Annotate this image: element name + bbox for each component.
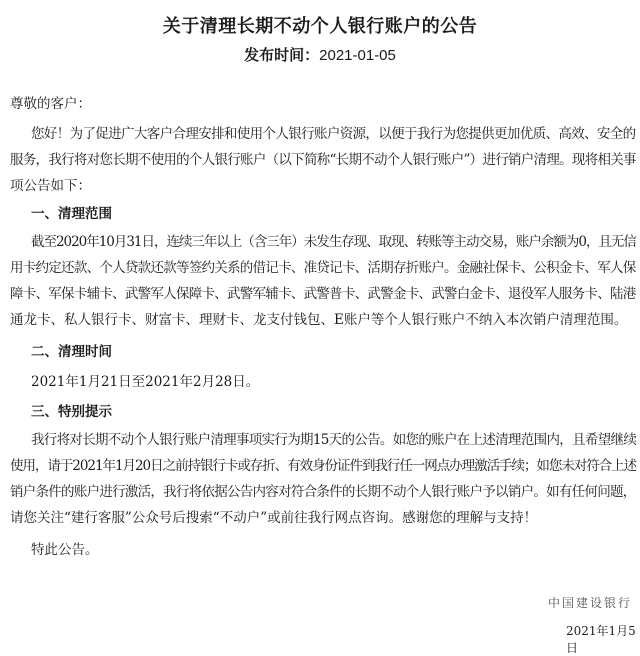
section3-line: 请您关注“建行客服”公众号后搜索“不动户”或前往我行网点咨询。感谢您的理解与支持！ [10,510,538,526]
intro-line: 您好！为了促进广大客户合理安排和使用个人银行账户资源，以便于我行为您提供更加优质、高效、安全的 [31,126,636,142]
section3-line: 销户条件的账户进行激活，我行将依据公告内容对符合条件的长期不动个人银行账户予以销户。如有任何问题， [10,484,636,500]
publish-date-value: 2021-01-05 [319,47,396,64]
signature-date: 2021年1月5日 [566,624,636,655]
section1-line: 用卡约定还款、个人贷款还款等签约关系的借记卡、准贷记卡、活期存折账户。金融社保卡、公积金卡、军人保 [10,260,636,276]
publish-date [0,44,640,65]
section3-line: 使用，请于2021年1月20日之前持银行卡或存折、有效身份证件到我行任一网点办理激活手续；如您未对符合上述 [10,458,637,474]
notice-title: 关于清理长期不动个人银行账户的公告 [162,16,478,37]
section-heading-notice: 三、特别提示 [31,404,112,420]
closing-text: 特此公告。 [31,542,99,558]
intro-line: 服务，我行将对您长期不使用的个人银行账户（以下简称“长期不动个人银行账户”）进行销户清理。现将相关事 [10,152,636,168]
section2-line: 2021年1月21日至2021年2月28日。 [31,374,260,390]
section3-line: 我行将对长期不动个人银行账户清理事项实行为期15天的公告。如您的账户在上述清理范围内，且希望继续 [31,432,637,448]
greeting: 尊敬的客户： [10,96,91,112]
section1-line: 截至2020年10月31日，连续三年以上（含三年）未发生存现、取现、转账等主动交易，账户余额为0，且无信 [31,234,636,250]
section-heading-scope: 一、清理范围 [31,206,112,222]
section-heading-time: 二、清理时间 [31,344,112,360]
intro-line: 项公告如下： [10,178,91,194]
section1-line: 障卡、军保卡辅卡、武警军人保障卡、武警军辅卡、武警普卡、武警金卡、武警白金卡、退役军人服务卡、陆港 [10,286,636,302]
section1-line: 通龙卡、私人银行卡、财富卡、理财卡、龙支付钱包、E账户等个人银行账户不纳入本次销户清理范围。 [10,312,628,328]
publish-date-label: 发布时间： [244,46,320,64]
bank-signature: 中国建设银行 [548,596,633,610]
